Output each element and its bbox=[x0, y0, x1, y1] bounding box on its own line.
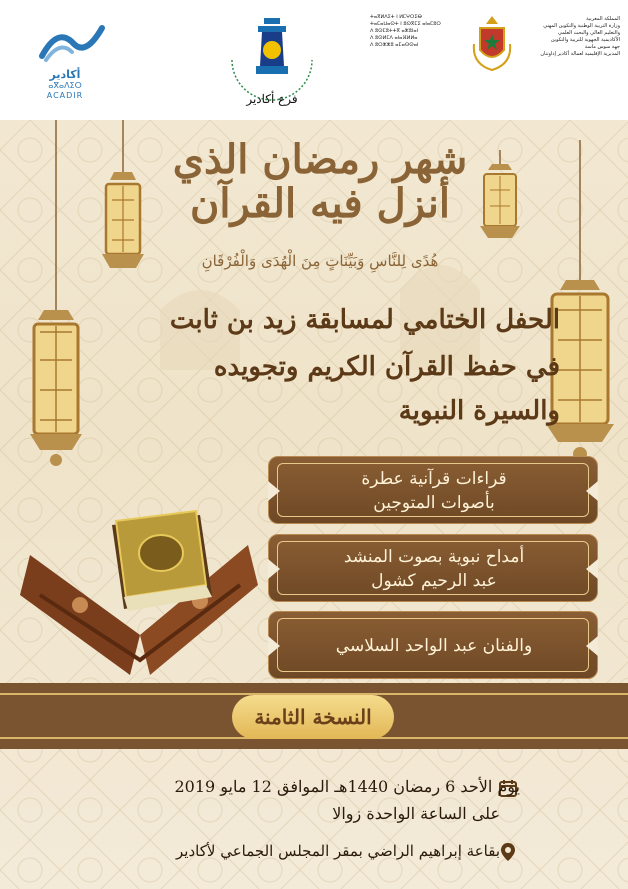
quran-stand-icon bbox=[20, 485, 258, 685]
poster bbox=[0, 120, 628, 889]
program-item bbox=[268, 611, 598, 679]
ar-line: جهة سوس ماسة bbox=[584, 44, 620, 50]
main-title-line: الحفل الختامي لمسابقة زيد بن ثابت bbox=[169, 305, 560, 335]
acadir-arabic: أكادير bbox=[49, 68, 81, 81]
arrow-left-icon bbox=[268, 559, 280, 579]
ar-line: الأكاديمية الجهوية للتربية والتكوين bbox=[550, 37, 620, 43]
ministry-tifinagh bbox=[370, 14, 466, 49]
calligraphy-title: شهر رمضان الذي أنزل فيه القرآن bbox=[172, 136, 468, 227]
ar-line: المملكة المغربية bbox=[586, 16, 620, 22]
event-date: يوم الأحد 6 رمضان 1440هـ الموافق 12 مايو 2019 bbox=[174, 777, 520, 796]
arrow-right-icon bbox=[586, 481, 598, 501]
arrow-right-icon bbox=[586, 559, 598, 579]
tf-line: ⵜⴰⵎⴰⵡⴰⵙⵜ ⵏ ⵓⵙⴳⵎⵉ ⴰⵏⴰⵎⵓⵔ bbox=[370, 21, 441, 27]
program-text: أمداح نبوية بصوت المنشد bbox=[343, 547, 525, 567]
ar-line: وزارة التربية الوطنية والتكوين المهني bbox=[543, 23, 620, 29]
ministry-arabic bbox=[518, 16, 620, 58]
lantern-icon bbox=[16, 120, 96, 480]
edition-label: النسخة الثامنة bbox=[232, 695, 394, 739]
program-item bbox=[268, 456, 598, 524]
program-text: قراءات قرآنية عطرة bbox=[361, 469, 507, 489]
acadir-tifinagh: ⴰⴳⴰⴷⵉⵔ bbox=[48, 81, 82, 90]
acadir-latin: ACADIR bbox=[46, 91, 84, 100]
ar-line: والتعليم العالي والبحث العلمي bbox=[557, 30, 620, 36]
tf-line: ⴷ ⵓⵙⵍⵎⴷ ⴰⵏⴰⴼⵍⵍⴰ bbox=[370, 35, 418, 41]
crest-icon bbox=[472, 14, 512, 74]
ar-line: المديرية الإقليمية لعمالة أكادير إداوتنان bbox=[540, 51, 620, 57]
lantern-icon bbox=[92, 120, 154, 290]
event-venue: بقاعة إبراهيم الراضي بمقر المجلس الجماعي لأكادير bbox=[176, 842, 500, 860]
program-text: والفنان عبد الواحد السلاسي bbox=[335, 636, 533, 656]
location-pin-icon bbox=[498, 842, 518, 862]
arrow-left-icon bbox=[268, 636, 280, 656]
event-time: على الساعة الواحدة زوالا bbox=[332, 804, 500, 823]
program-text: بأصوات المتوجين bbox=[373, 493, 495, 513]
header bbox=[0, 0, 628, 120]
acadir-swoosh-icon bbox=[38, 22, 108, 62]
arrow-left-icon bbox=[268, 481, 280, 501]
quran-verse: هُدًى لِلنَّاسِ وَبَيِّنَاتٍ مِنَ الْهُدَى وَالْفُرْقَانِ bbox=[201, 252, 439, 270]
program-text: عبد الرحيم كشول bbox=[371, 571, 497, 591]
ministry-block bbox=[370, 14, 620, 94]
tf-line: ⵜⴰⴳⵍⴷⵉⵜ ⵏ ⵍⵎⵖⵔⵉⴱ bbox=[370, 14, 422, 20]
program-item bbox=[268, 534, 598, 602]
tf-line: ⴷ ⵓⵔⵣⵣⵓ ⴰⵎⴰⵙⵙⴰⵏ bbox=[370, 42, 419, 48]
main-title-line: والسيرة النبوية bbox=[398, 396, 560, 426]
assoc-cap-icon bbox=[264, 18, 280, 24]
acadir-logo bbox=[20, 22, 110, 100]
main-title-line: في حفظ القرآن الكريم وتجويده bbox=[213, 352, 560, 382]
association-caption: فرع أكادير bbox=[246, 92, 298, 106]
arrow-right-icon bbox=[586, 636, 598, 656]
tf-line: ⴷ ⵓⵙⵎⵓⵜⵜⴳ ⴰⵣⵓⵏⴰⵏ bbox=[370, 28, 419, 34]
